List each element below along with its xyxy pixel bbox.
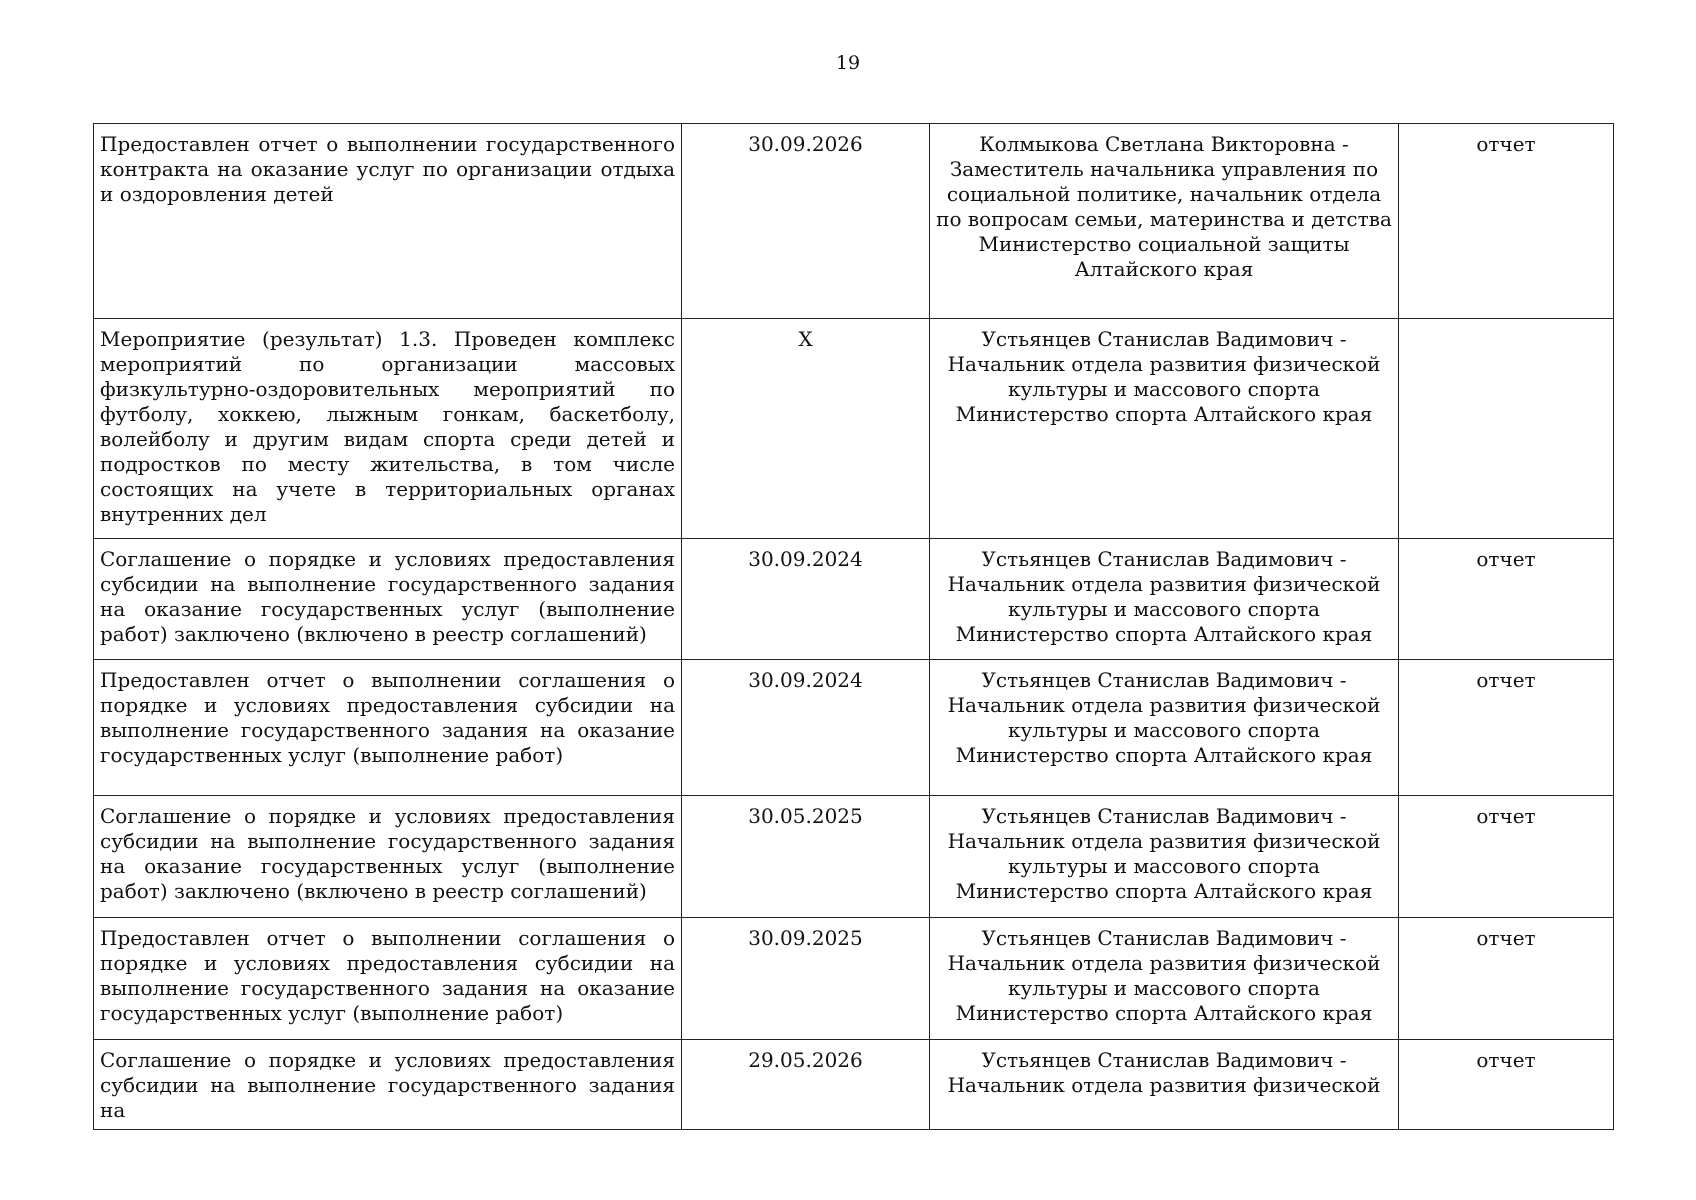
- description-cell: Мероприятие (результат) 1.3. Проведен комплекс мероприятий по организации массовых физкультурно-оздоровительных мероприятий по футболу, хоккею, лыжным гонкам, баскетболу, волейболу и другим видам спорта среди детей и подростков по месту жительства, в том числе состоящих на учете в территориальных органах внутренних дел: [94, 319, 682, 539]
- description-cell: Соглашение о порядке и условиях предоставления субсидии на выполнение государственного задания на оказание государственных услуг (выполнение работ) заключено (включено в реестр соглашений): [94, 539, 682, 660]
- responsible-cell: [930, 539, 1399, 660]
- responsible-name: Устьянцев Станислав Вадимович -: [981, 547, 1347, 571]
- responsible-cell: [930, 124, 1399, 319]
- responsible-organization: Министерство спорта Алтайского края: [955, 402, 1373, 426]
- description-cell: Предоставлен отчет о выполнении государственного контракта на оказание услуг по организации отдыха и оздоровления детей: [94, 124, 682, 319]
- plan-table: [93, 123, 1614, 1130]
- responsible-position: Начальник отдела развития физической культуры и массового спорта: [947, 352, 1381, 401]
- table-row: [94, 660, 1614, 796]
- responsible-cell: [930, 1040, 1399, 1130]
- table-row: [94, 918, 1614, 1040]
- responsible-cell: [930, 918, 1399, 1040]
- date-cell: 30.09.2025: [682, 918, 930, 1040]
- date-cell: 30.09.2024: [682, 539, 930, 660]
- table-row: [94, 1040, 1614, 1130]
- table-row: [94, 539, 1614, 660]
- date-cell: X: [682, 319, 930, 539]
- report-form-cell: отчет: [1399, 918, 1614, 1040]
- responsible-organization: Министерство спорта Алтайского края: [955, 622, 1373, 646]
- responsible-position: Начальник отдела развития физической культуры и массового спорта: [947, 693, 1381, 742]
- responsible-position: Начальник отдела развития физической культуры и массового спорта: [947, 572, 1381, 621]
- responsible-organization: Министерство спорта Алтайского края: [955, 879, 1373, 903]
- description-cell: Соглашение о порядке и условиях предоставления субсидии на выполнение государственного задания на оказание государственных услуг (выполнение работ) заключено (включено в реестр соглашений): [94, 796, 682, 918]
- responsible-cell: [930, 319, 1399, 539]
- responsible-cell: [930, 796, 1399, 918]
- responsible-name: Устьянцев Станислав Вадимович -: [981, 1048, 1347, 1072]
- date-cell: 29.05.2026: [682, 1040, 930, 1130]
- responsible-name: Устьянцев Станислав Вадимович -: [981, 926, 1347, 950]
- responsible-organization: Министерство спорта Алтайского края: [955, 1001, 1373, 1025]
- date-cell: 30.09.2024: [682, 660, 930, 796]
- responsible-position: Начальник отдела развития физической культуры и массового спорта: [947, 951, 1381, 1000]
- responsible-organization: Министерство спорта Алтайского края: [955, 743, 1373, 767]
- responsible-name: Устьянцев Станислав Вадимович -: [981, 668, 1347, 692]
- responsible-position: Начальник отдела развития физической культуры и массового спорта: [947, 829, 1381, 878]
- report-form-cell: отчет: [1399, 124, 1614, 319]
- page-number: 19: [835, 52, 861, 74]
- responsible-name: Колмыкова Светлана Викторовна -: [979, 132, 1349, 156]
- report-form-cell: [1399, 319, 1614, 539]
- responsible-name: Устьянцев Станислав Вадимович -: [981, 327, 1347, 351]
- description-cell: Предоставлен отчет о выполнении соглашения о порядке и условиях предоставления субсидии на выполнение государственного задания на оказание государственных услуг (выполнение работ): [94, 918, 682, 1040]
- responsible-name: Устьянцев Станислав Вадимович -: [981, 804, 1347, 828]
- report-form-cell: отчет: [1399, 660, 1614, 796]
- report-form-cell: отчет: [1399, 796, 1614, 918]
- date-cell: 30.05.2025: [682, 796, 930, 918]
- report-form-cell: отчет: [1399, 1040, 1614, 1130]
- report-form-cell: отчет: [1399, 539, 1614, 660]
- table-row: [94, 124, 1614, 319]
- date-cell: 30.09.2026: [682, 124, 930, 319]
- responsible-cell: [930, 660, 1399, 796]
- table-row: [94, 319, 1614, 539]
- responsible-organization: Министерство социальной защиты Алтайского края: [978, 232, 1350, 281]
- responsible-position: Начальник отдела развития физической: [947, 1073, 1381, 1097]
- responsible-position: Заместитель начальника управления по социальной политике, начальник отдела по вопросам семьи, материнства и детства: [936, 157, 1392, 231]
- description-cell: Предоставлен отчет о выполнении соглашения о порядке и условиях предоставления субсидии на выполнение государственного задания на оказание государственных услуг (выполнение работ): [94, 660, 682, 796]
- table-row: [94, 796, 1614, 918]
- description-cell: Соглашение о порядке и условиях предоставления субсидии на выполнение государственного задания на: [94, 1040, 682, 1130]
